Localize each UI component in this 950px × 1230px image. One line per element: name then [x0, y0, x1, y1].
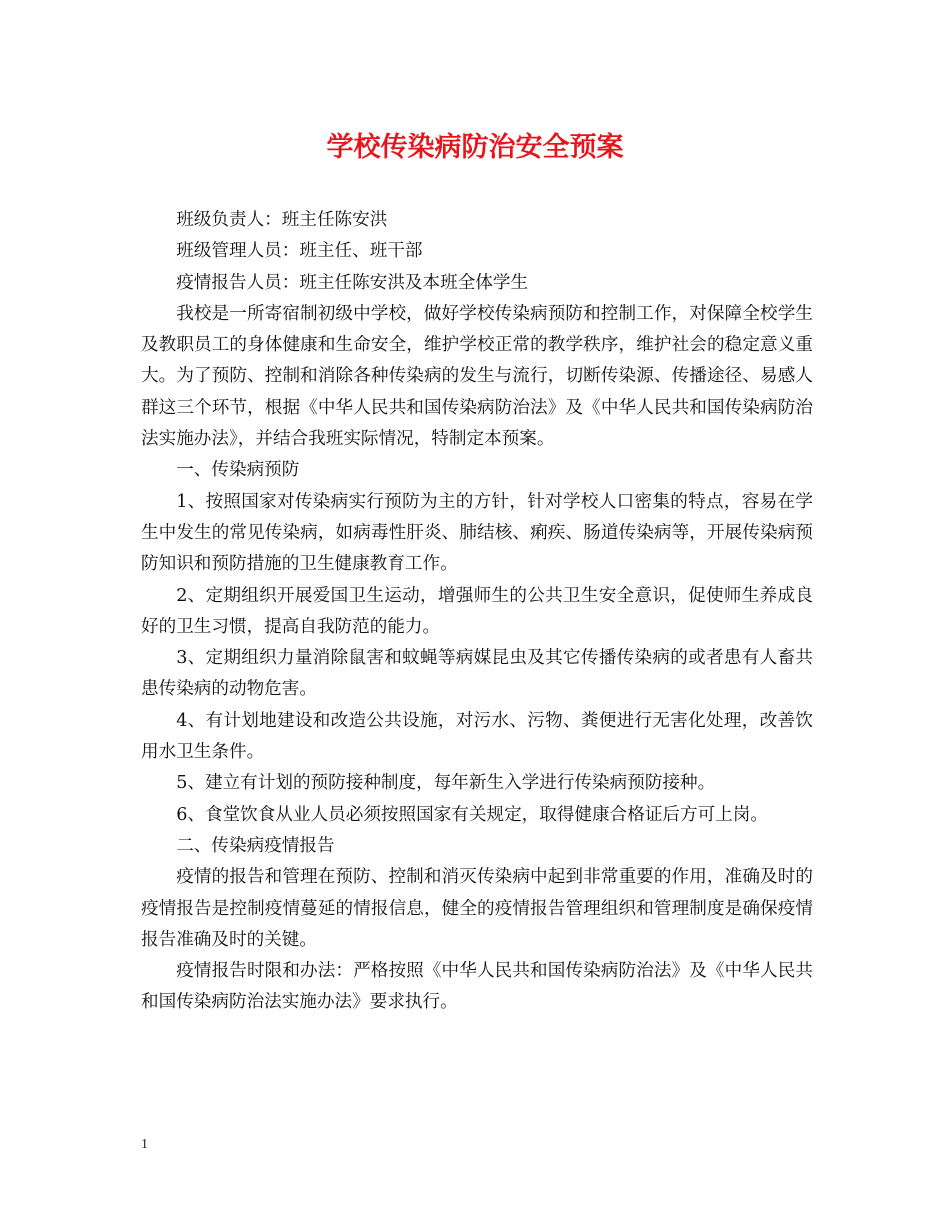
- paragraph-class-managers: 班级管理人员：班主任、班干部: [176, 241, 423, 262]
- section-heading-reporting: 二、传染病疫情报告: [176, 835, 335, 856]
- section-heading-prevention: 一、传染病预防: [176, 460, 300, 481]
- paragraph-prevention-3: 3、定期组织力量消除鼠害和蚊蝇等病媒昆虫及其它传播传染病的或者患有人畜共患传染病的动物危害。: [141, 648, 813, 700]
- paragraph-report-personnel: 疫情报告人员：班主任陈安洪及本班全体学生: [176, 272, 529, 293]
- paragraph-prevention-5: 5、建立有计划的预防接种制度，每年新生入学进行传染病预防接种。: [176, 773, 716, 794]
- paragraph-class-leader: 班级负责人：班主任陈安洪: [176, 210, 388, 230]
- paragraph-prevention-2: 2、定期组织开展爱国卫生运动，增强师生的公共卫生安全意识，促使师生养成良好的卫生习惯，提高自我防范的能力。: [141, 585, 813, 637]
- page-number: 1: [141, 1137, 148, 1152]
- document-body: [141, 205, 813, 1019]
- paragraph-introduction: 我校是一所寄宿制初级中学校，做好学校传染病预防和控制工作，对保障全校学生及教职员工的身体健康和生命安全，维护学校正常的教学秩序，维护社会的稳定意义重大。为了预防、控制和消除各种传染病的发生与流行，切断传染源、传播途径、易感人群这三个环节，根据《中华人民共和国传染病防治法》及《中华人民共和国传染病防治法实施办法》，并结合我班实际情况，特制定本预案。: [141, 303, 813, 450]
- paragraph-reporting-importance: 疫情的报告和管理在预防、控制和消灭传染病中起到非常重要的作用，准确及时的疫情报告是控制疫情蔓延的情报信息，健全的疫情报告管理组织和管理制度是确保疫情报告准确及时的关键。: [141, 867, 813, 950]
- document-title: 学校传染病防治安全预案: [326, 132, 624, 163]
- paragraph-prevention-6: 6、食堂饮食从业人员必须按照国家有关规定，取得健康合格证后方可上岗。: [176, 804, 768, 825]
- paragraph-reporting-deadline: 疫情报告时限和办法：严格按照《中华人民共和国传染病防治法》及《中华人民共和国传染病防治法实施办法》要求执行。: [141, 961, 813, 1013]
- paragraph-prevention-1: 1、按照国家对传染病实行预防为主的方针，针对学校人口密集的特点，容易在学生中发生的常见传染病，如病毒性肝炎、肺结核、痢疾、肠道传染病等，开展传染病预防知识和预防措施的卫生健康教育工作。: [141, 491, 813, 575]
- paragraph-prevention-4: 4、有计划地建设和改造公共设施，对污水、污物、粪便进行无害化处理，改善饮用水卫生条件。: [141, 710, 813, 763]
